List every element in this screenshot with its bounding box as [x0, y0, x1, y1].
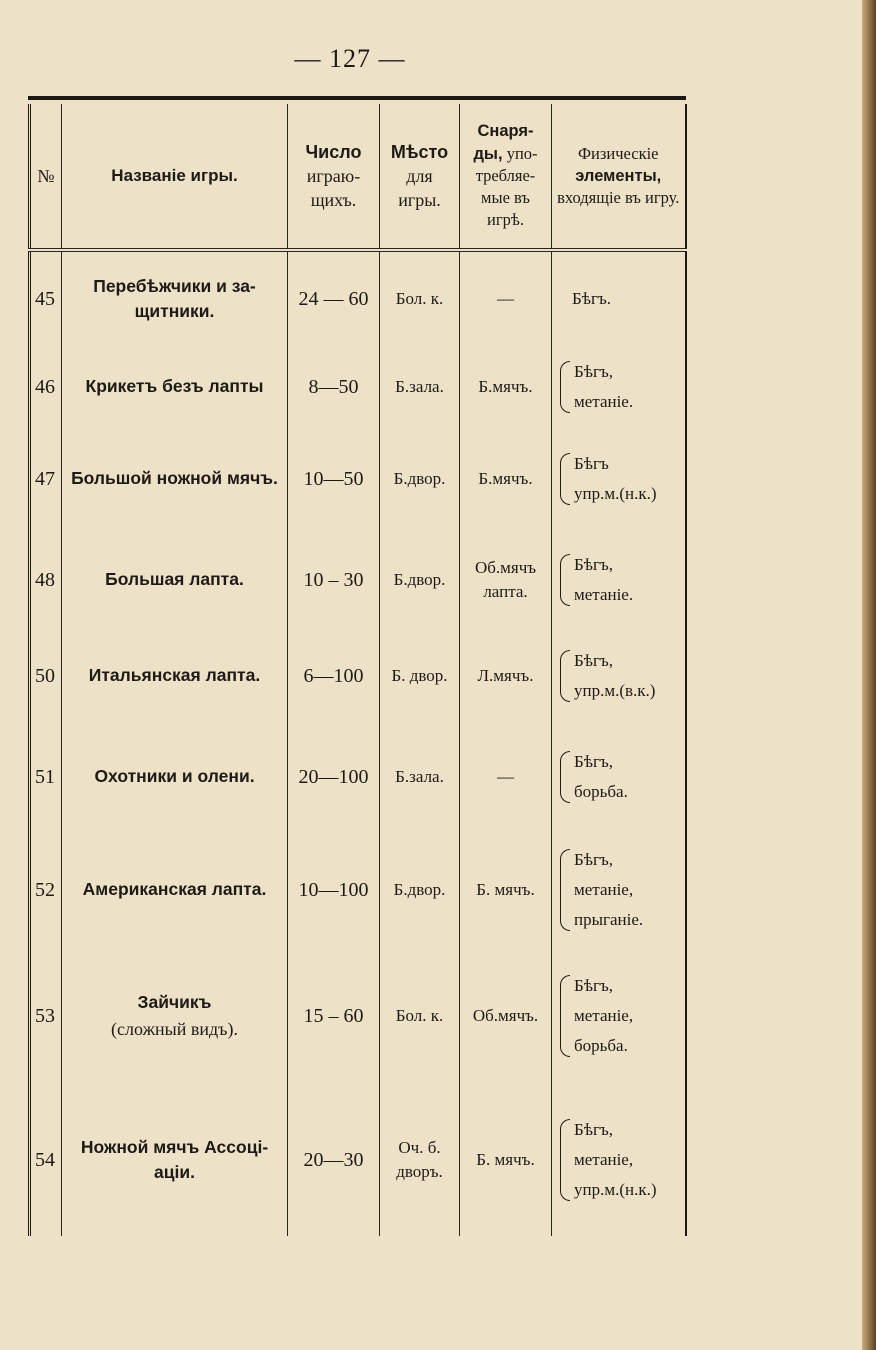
physical-elements: [552, 832, 686, 948]
element-item: метаніе,: [574, 1006, 634, 1026]
element-item: упр.м.(н.к.): [574, 484, 657, 503]
table-row: [30, 250, 686, 346]
physical-elements: [552, 722, 686, 832]
table-row: [30, 428, 686, 530]
game-name-text: Большая лапта.: [105, 569, 244, 590]
game-name: [62, 250, 288, 346]
element-item: Бѣгъ,: [574, 752, 614, 772]
players-count: 6—100: [288, 630, 380, 722]
page-edge: [862, 0, 876, 1350]
brace-icon: [560, 453, 570, 505]
header-players: Число играю-щихъ.: [288, 104, 380, 250]
element-item: Бѣгъ,: [574, 976, 614, 996]
game-place: Б. двор.: [380, 630, 460, 722]
brace-icon: [560, 361, 570, 413]
header-num: №: [30, 104, 62, 250]
brace-icon: [560, 650, 570, 702]
game-place: Бол. к.: [380, 948, 460, 1084]
game-name-text: Перебѣжчики и за-щитники.: [93, 275, 256, 321]
games-table: [28, 104, 687, 1236]
header-elements: Физическіе элементы, входящіе въ игру.: [552, 104, 686, 250]
game-place: Б.зала.: [380, 346, 460, 428]
row-number: 54: [30, 1084, 62, 1236]
physical-elements: [552, 948, 686, 1084]
game-name: [62, 530, 288, 630]
games-table-wrap: [28, 104, 684, 1244]
header-name: Названіе игры.: [62, 104, 288, 250]
game-equipment: —: [460, 250, 552, 346]
physical-elements: [552, 1084, 686, 1236]
table-row: [30, 1084, 686, 1236]
table-row: [30, 832, 686, 948]
table-row: [30, 722, 686, 832]
row-number: 48: [30, 530, 62, 630]
game-place: Бол. к.: [380, 250, 460, 346]
element-item: Бѣгъ,: [574, 362, 614, 382]
players-count: 24 — 60: [288, 250, 380, 346]
header-equipment: Снаря-ды, упо-требляе-мые въ игрѣ.: [460, 104, 552, 250]
players-count: 20—100: [288, 722, 380, 832]
element-item: Бѣгъ,: [574, 850, 614, 870]
element-item: Бѣгъ,: [574, 651, 614, 671]
element-item: Бѣгъ,: [574, 555, 614, 575]
players-count: 20—30: [288, 1084, 380, 1236]
game-name-text: Крикетъ безъ лапты: [85, 376, 264, 397]
element-item: Бѣгъ: [574, 454, 609, 474]
game-name-text: Американская лапта.: [82, 879, 267, 900]
element-item: метаніе,: [574, 880, 634, 900]
game-place: Б.двор.: [380, 530, 460, 630]
game-equipment: Б.мячъ.: [460, 428, 552, 530]
header-place: Мѣсто для игры.: [380, 104, 460, 250]
table-row: [30, 630, 686, 722]
row-number: 50: [30, 630, 62, 722]
element-item: метаніе.: [574, 585, 634, 604]
players-count: 10 – 30: [288, 530, 380, 630]
game-name-subtitle: (сложный видъ).: [111, 1018, 238, 1039]
brace-icon: [560, 1119, 570, 1200]
players-count: 10—50: [288, 428, 380, 530]
header-row: [30, 104, 686, 250]
game-name: [62, 630, 288, 722]
brace-icon: [560, 975, 570, 1056]
game-name: [62, 428, 288, 530]
element-item: прыганіе.: [574, 909, 644, 929]
game-equipment: Б. мячъ.: [460, 1084, 552, 1236]
game-name-text: Зайчикъ: [137, 992, 212, 1013]
physical-elements: [552, 630, 686, 722]
element-item: борьба.: [574, 782, 628, 801]
row-number: 51: [30, 722, 62, 832]
row-number: 53: [30, 948, 62, 1084]
physical-elements: [552, 250, 686, 346]
game-name: [62, 722, 288, 832]
game-name: [62, 948, 288, 1084]
page-number: — 127 —: [294, 44, 406, 73]
game-equipment: Б. мячъ.: [460, 832, 552, 948]
element-item: упр.м.(н.к.): [574, 1179, 657, 1199]
element-item: упр.м.(в.к.): [574, 681, 656, 700]
game-name-text: Итальянская лапта.: [88, 665, 261, 686]
row-number: 45: [30, 250, 62, 346]
physical-elements: [552, 428, 686, 530]
table-row: [30, 346, 686, 428]
game-equipment: Об.мячъ.: [460, 948, 552, 1084]
game-name-text: Большой ножной мячъ.: [71, 468, 278, 489]
game-name-text: Охотники и олени.: [94, 766, 255, 787]
game-equipment: Об.мячъ лапта.: [460, 530, 552, 630]
brace-icon: [560, 849, 570, 930]
players-count: 8—50: [288, 346, 380, 428]
table-row: [30, 530, 686, 630]
element-item: борьба.: [574, 1035, 628, 1055]
element-item: Бѣгъ.: [572, 289, 612, 309]
game-place: Б.двор.: [380, 428, 460, 530]
row-number: 52: [30, 832, 62, 948]
element-item: Бѣгъ,: [574, 1120, 614, 1140]
players-count: 15 – 60: [288, 948, 380, 1084]
game-equipment: Б.мячъ.: [460, 346, 552, 428]
row-number: 46: [30, 346, 62, 428]
game-equipment: Л.мячъ.: [460, 630, 552, 722]
players-count: 10—100: [288, 832, 380, 948]
game-place: Б.двор.: [380, 832, 460, 948]
table-body: [30, 250, 686, 1236]
element-item: метаніе,: [574, 1150, 634, 1170]
game-name: [62, 346, 288, 428]
game-name: [62, 832, 288, 948]
game-equipment: —: [460, 722, 552, 832]
table-row: [30, 948, 686, 1084]
game-place: Оч. б. дворъ.: [380, 1084, 460, 1236]
physical-elements: [552, 346, 686, 428]
brace-icon: [560, 751, 570, 803]
element-item: метаніе.: [574, 392, 634, 411]
game-place: Б.зала.: [380, 722, 460, 832]
game-name: [62, 1084, 288, 1236]
brace-icon: [560, 554, 570, 606]
physical-elements: [552, 530, 686, 630]
game-name-text: Ножной мячъ Ассоці-аціи.: [80, 1136, 269, 1182]
row-number: 47: [30, 428, 62, 530]
top-rule: [28, 96, 686, 100]
